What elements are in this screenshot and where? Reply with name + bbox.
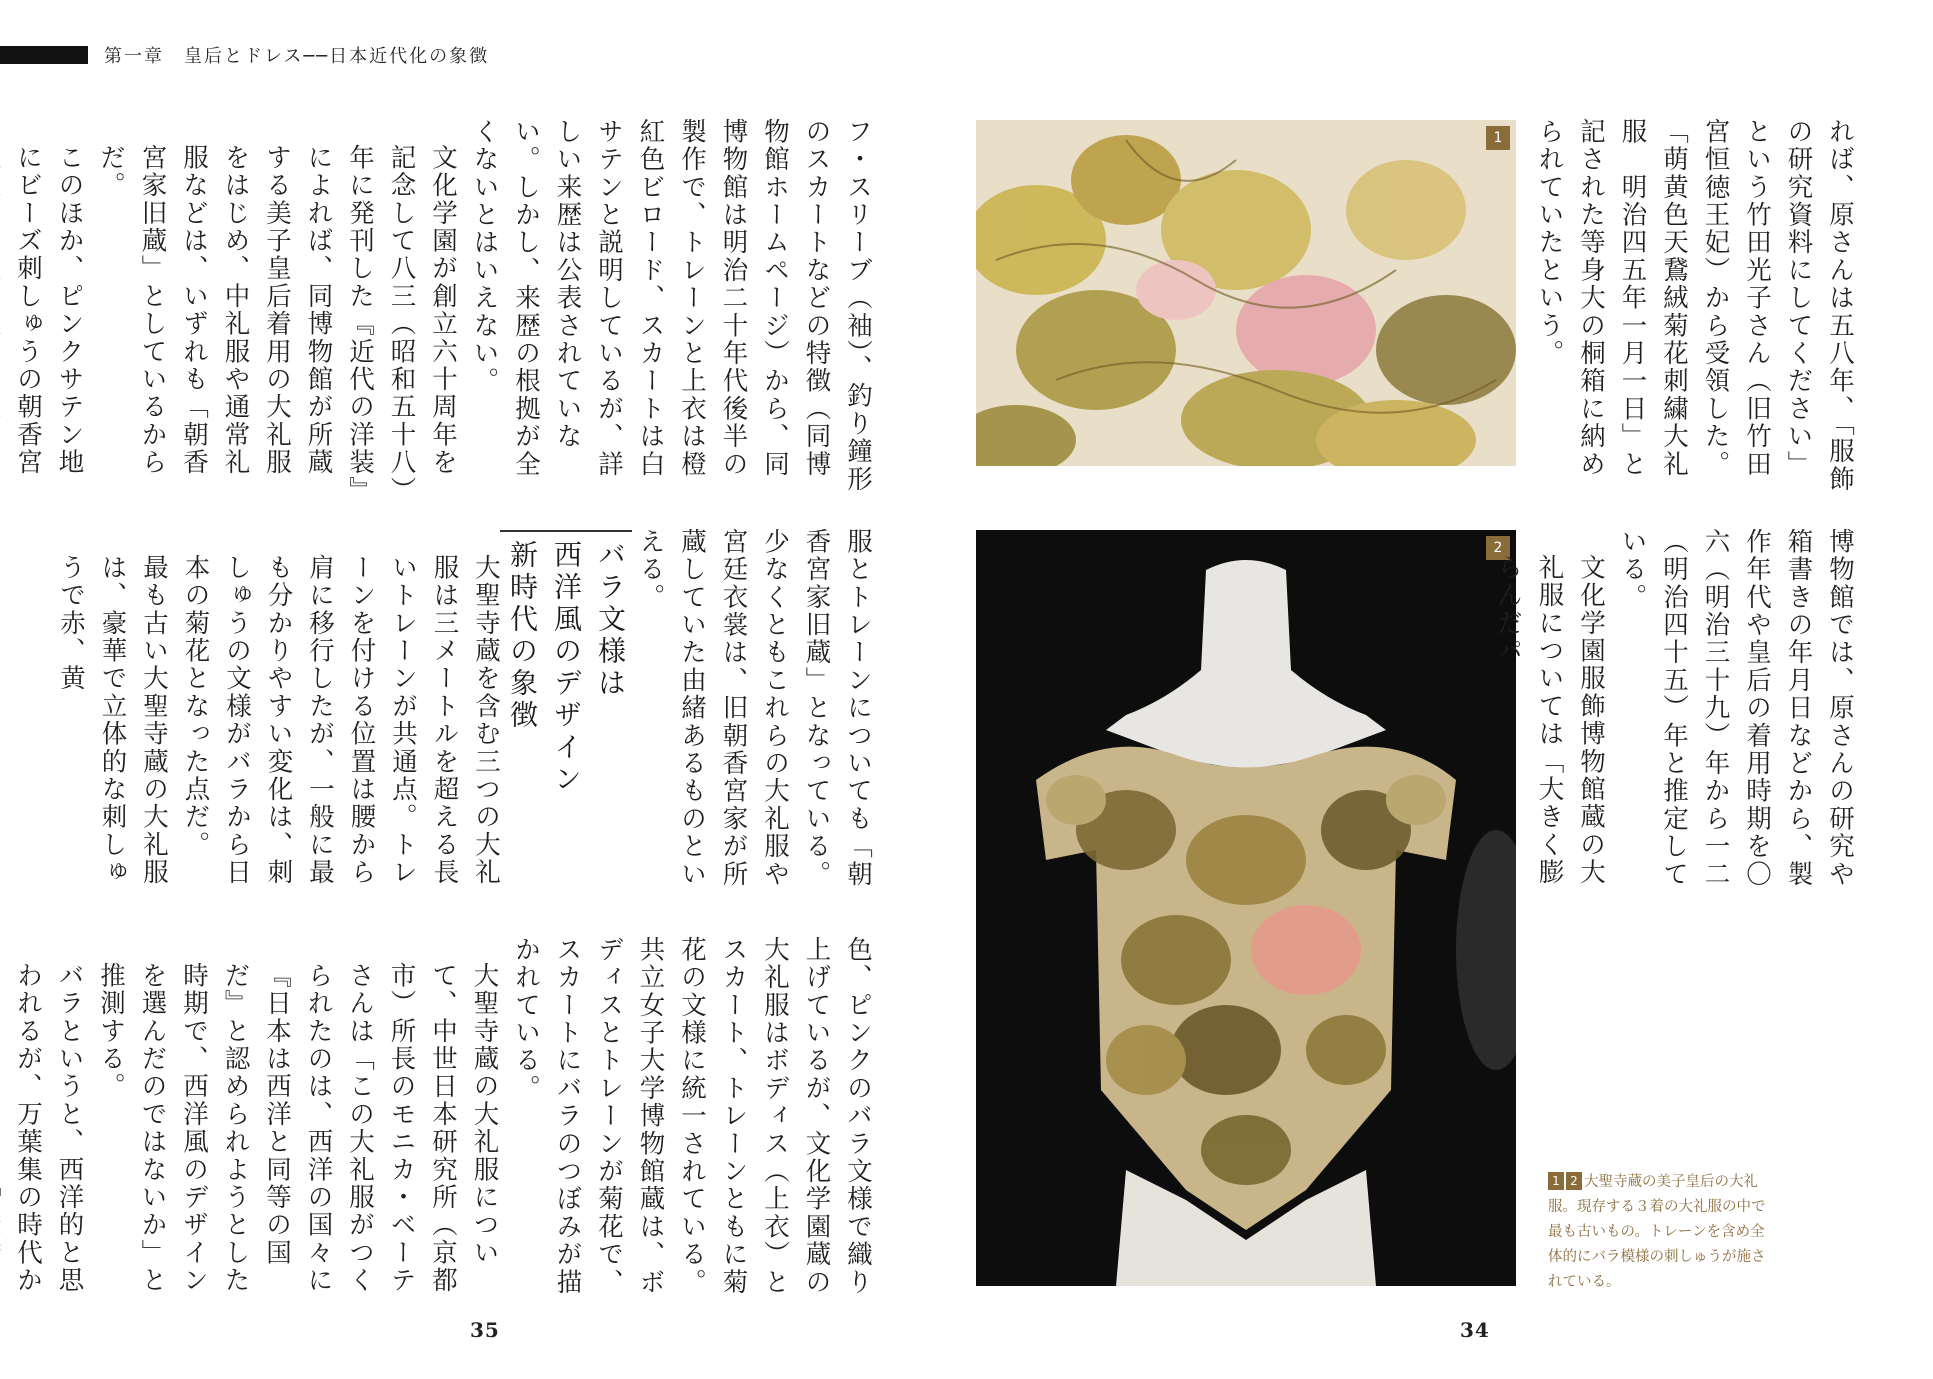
left-bottom-text [13, 936, 878, 1308]
paragraph: 文化学園服飾博物館蔵の大礼服については「大きく膨らんだパ [1493, 554, 1606, 887]
left-middle-text-a [635, 528, 878, 900]
paragraph: 大聖寺蔵を含む三つの大礼服は三メートルを超える長いトレーンが共通点。トレーンを付ける位置は腰から肩に移行したが、一般に最も分かりやすい変化は、刺しゅうの文様がバラから日本の菊花となった点だ。 [180, 554, 501, 887]
page-number-left: 35 [470, 1318, 500, 1342]
caption-badge: 2 [1566, 1172, 1582, 1190]
paragraph: 服とトレーンについても「朝香宮家旧蔵」となっている。少なくともこれらの大礼服や宮廷衣裳は、旧朝香宮家が所蔵していた由緒あるものといえる。 [635, 528, 873, 889]
photo-number-badge: 2 [1486, 536, 1510, 560]
paragraph: このほか、ピンクサテン地にビーズ刺しゅうの朝香宮 [13, 144, 85, 477]
paragraph: 博物館では、原さんの研究や箱書きの年月日などから、製作年代や皇后の着用時期を〇六（明治三十九）年から一二（明治四十五）年と推定している。 [1617, 528, 1855, 889]
photo-bodice-mannequin [976, 530, 1516, 1286]
page-number-right: 34 [1460, 1318, 1490, 1342]
section-heading [500, 530, 632, 810]
left-top-text [13, 118, 878, 504]
paragraph: 文化学園が創立六十周年を記念して八三（昭和五十八）年に発刊した『近代の洋装』によれば、同博物館が所蔵する美子皇后着用の大礼服をはじめ、中礼服や通常礼服などは、いずれも「朝香宮家旧蔵」としているからだ。 [96, 144, 458, 492]
photo-caption [1548, 1170, 1768, 1295]
photo-embroidery-detail [976, 120, 1516, 466]
bodice-image [976, 530, 1516, 1286]
caption-text: 大聖寺蔵の美子皇后の大礼服。現存する３着の大礼服の中で最も古いもの。トレーンを含め全体的にバラ模様の刺しゅうが施されている。 [1548, 1174, 1766, 1290]
right-bottom-text [1493, 528, 1860, 900]
paragraph: れば、原さんは五八年、「服飾の研究資料にしてください」という竹田光子さん（旧竹田宮恒徳王妃）から受領した。「萌黄色天鵞絨菊花刺繍大礼服 明治四五年一月一日」と記された等身大の桐箱に納められていたという。 [1534, 118, 1855, 494]
header-bar [0, 46, 88, 64]
heading-line: 新時代の象徴 [506, 540, 539, 732]
photo-number-badge: 1 [1486, 126, 1510, 150]
right-top-text [1534, 118, 1860, 504]
caption-badge: 1 [1548, 1172, 1564, 1190]
embroidery-image [976, 120, 1516, 466]
left-middle-text-b [56, 528, 506, 900]
running-head: 第一章 皇后とドレス──日本近代化の象徴 [104, 46, 490, 67]
heading-line: バラ文様は [594, 540, 627, 700]
paragraph: 最も古い大聖寺蔵の大礼服は、豪華で立体的な刺しゅうで赤、黄 [56, 554, 169, 887]
paragraph: 色、ピンクのバラ文様で織り上げているが、文化学園蔵の大礼服はボディス（上衣）とスカート、トレーンともに菊花の文様に統一されている。共立女子大学博物館蔵は、ボディスとトレーンが菊花で、スカートにバラのつぼみが描かれている。 [511, 936, 873, 1297]
paragraph: 大聖寺蔵の大礼服について、中世日本研究所（京都市）所長のモニカ・ベーテさんは「この大礼服がつくられたのは、西洋の国々に『日本は西洋と同等の国だ』と認められようとした時期で、西洋風のデザインを選んだのではないか」と推測する。 [96, 962, 500, 1295]
paragraph: バラというと、西洋的と思われるが、万葉集の時代か [13, 962, 85, 1295]
paragraph: フ・スリーブ（袖）、釣り鐘形のスカートなどの特徴（同博物館ホームページ）から、同博物館は明治二十年代後半の製作で、トレーンと上衣は橙紅色ビロード、スカートは白サテンと説明しているが、詳しい来歴は公表されていない。しかし、来歴の根拠が全くないとはいえない。 [469, 118, 873, 494]
heading-line: 西洋風のデザイン [550, 540, 583, 796]
